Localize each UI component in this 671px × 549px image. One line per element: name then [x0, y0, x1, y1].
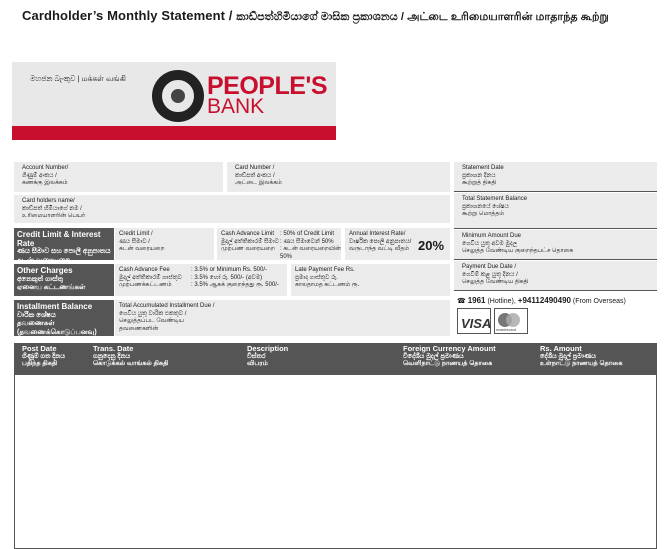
logo-red-stripe	[12, 126, 336, 140]
column-description: Description විස්තර விபரம்	[247, 344, 289, 367]
phone-icon: ☎	[457, 298, 466, 305]
installment-total-field: Total Accumulated Installment Due / ගෙවිය යුතු වාරික එකතුව / செலுத்தப்பட வேண்டிய தவணைகளின்	[115, 300, 450, 336]
visa-text: VISA	[461, 316, 492, 331]
transactions-table-body	[14, 375, 657, 549]
brand-local-name: මහජන බැංකුව | மக்கள் வங்கி	[30, 74, 126, 83]
column-trans-date: Trans. Date ගනුදෙනු දිනය கொடுக்கல் வாங்கல் திகதி	[93, 344, 169, 367]
statement-date-field: Statement Date ප්‍රකාශන දිනය கூற்றுத் திகதி	[454, 162, 657, 192]
payment-due-date-field: Payment Due Date / ගෙවීම් කළ යුතු දිනය / செலுத்த வேண்டிய திகதி	[454, 261, 657, 291]
column-post-date: Post Date ගිණුම් ගත දිනය பதிந்த திகதி	[22, 344, 65, 367]
annual-interest-field: Annual Interest Rate/ වාර්ෂික පොලී අනුපාතය/ வருடாந்த வட்டி வீதம்	[345, 228, 450, 260]
overseas-number: +94112490490	[517, 296, 571, 305]
title-local: කාඩ්පත්හිමියාගේ මාසික ප්‍රකාශනය / அட்டை உரிமையாளரின் மாதாந்த கூற்று	[236, 11, 609, 23]
mastercard-text: mastercard	[496, 327, 517, 332]
annual-interest-value: 20%	[418, 238, 445, 253]
section-credit-limit: Credit Limit & Interest Rate ණය සීමාව සහ පොලී අනුපාතය கடன் வரையறை	[14, 228, 114, 260]
section-installment-balance: Installment Balance වාරික ශේෂය தவணைகள் (தவணைக்கொடுப்பனவு)	[14, 300, 114, 336]
credit-limit-field: Credit Limit / ණය සීමාව / கடன் வரையறை	[115, 228, 214, 260]
page-title	[22, 8, 609, 25]
minimum-due-field: Minimum Amount Due ගෙවිය යුතු අවම මුදල செலுத்த வேண்டிய குறைந்தபட்ச தொகை	[454, 230, 657, 260]
mastercard-circle-right	[506, 313, 520, 327]
brand-name-line1: PEOPLE'S	[207, 72, 328, 100]
account-number-field: Account Number/ ගිණුම් අංකය / கணக்கு இலக்கம்	[14, 162, 223, 192]
cardholder-name-field: Card holders name/ කාඩ්පත් හිමියාගේ නම / உரிமையாளரின் பெயர்	[14, 195, 450, 223]
brand-name-line2: BANK	[207, 95, 265, 118]
section-other-charges: Other Charges අනෙකුත් ගාස්තු ஏனைய கட்டணங்கள்	[14, 264, 114, 296]
card-number-field: Card Number / කාඩ්පත් අංකය / அட்டை இலக்கம்	[227, 162, 450, 192]
column-rs-amount: Rs. Amount දේශීය මුදල් ප්‍රමාණය உள்நாட்டு நாணயத் தொகை	[540, 344, 623, 367]
seal-core	[171, 89, 185, 103]
cash-advance-fee-field: Cash Advance Fee මුදල් අත්තිකාරම් ගාස්තුව முற்பணக்கட்டணம் : 3.5% or Minimum Rs. 500/- : 3.5% හෝ රු. 500/- (අවම) : 3.5% ஆகக் குறைந்தது ரூ. 500/-	[115, 264, 287, 296]
column-foreign-amount: Foreign Currency Amount විදේශීය මුදල් ප්‍රමාණය வெளிநாட்டு நாணயத் தொகை	[403, 344, 496, 367]
cash-advance-limit-field: Cash Advance Limit මුදල් අත්තිකාරම් සීමාව முற்பண வரையறை : 50% of Credit Limit : ණය සීමාවෙන් 50% : கடன் வரையறையின் 50%	[217, 228, 341, 260]
title-english: Cardholder’s Monthly Statement /	[22, 8, 233, 23]
late-payment-fee-field: Late Payment Fee Rs. ප්‍රමාද ගාස්තුව රු. காலதாமத கட்டணம் ரூ.	[291, 264, 450, 296]
hotline-number: 1961	[467, 296, 486, 305]
total-balance-field: Total Statement Balance ප්‍රකාශනයේ ශේෂය கூற்று மொத்தம்	[454, 193, 657, 229]
hotline-info: ☎ 1961 (Hotline), +94112490490 (From Overseas)	[457, 296, 626, 305]
